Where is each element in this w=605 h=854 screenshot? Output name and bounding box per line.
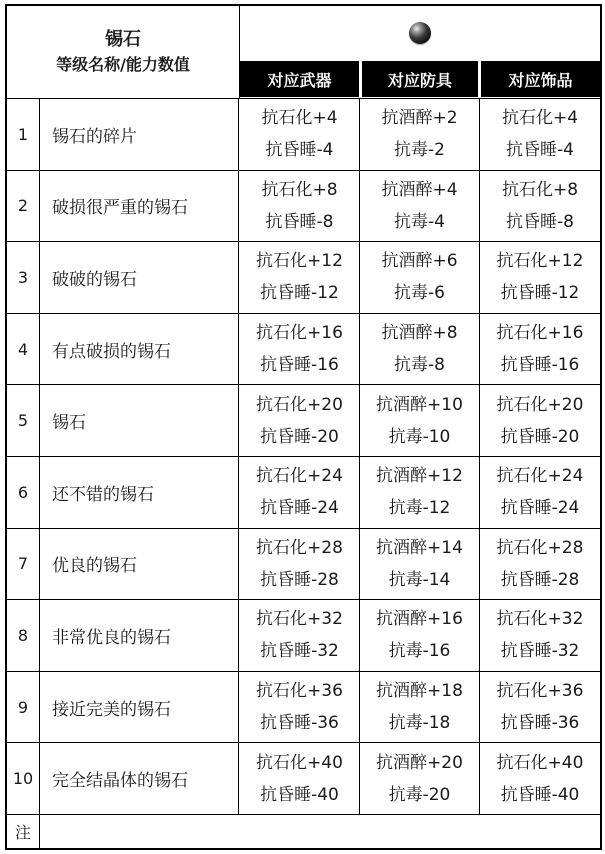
- grade-name: 破损很严重的锡石: [40, 171, 239, 242]
- grade-name: 有点破损的锡石: [40, 314, 239, 385]
- stat-line: 抗酒醉+12: [376, 466, 463, 487]
- stat-line: 抗昏睡-20: [260, 426, 339, 447]
- weapon-stats: [240, 600, 360, 671]
- stat-line: 抗石化+20: [256, 394, 343, 415]
- row-number: 4: [7, 314, 40, 385]
- stat-line: 抗石化+12: [496, 251, 584, 272]
- stat-line: 抗酒醉+16: [376, 609, 463, 630]
- stat-line: 抗石化+40: [256, 752, 343, 773]
- stat-line: 抗昏睡-4: [265, 140, 334, 161]
- stat-line: 抗毒-2: [394, 140, 445, 161]
- armor-stats: [360, 743, 480, 814]
- stat-line: 抗昏睡-16: [500, 355, 580, 376]
- armor-stats: [360, 529, 480, 600]
- row-number: 10: [7, 743, 40, 814]
- table-subtitle: 等级名称/能力数值: [56, 55, 190, 74]
- weapon-stats: [240, 457, 360, 528]
- row-number: 5: [7, 385, 40, 456]
- stat-line: 抗石化+28: [496, 537, 584, 558]
- table-row: [7, 457, 600, 529]
- stat-line: 抗石化+24: [256, 466, 343, 487]
- grade-name: 优良的锡石: [40, 529, 239, 600]
- grade-name: 锡石: [40, 385, 239, 456]
- stat-line: 抗昏睡-4: [506, 140, 574, 161]
- stat-line: 抗毒-12: [388, 498, 451, 519]
- table-row: [7, 600, 600, 672]
- stat-line: 抗昏睡-12: [260, 283, 339, 304]
- stat-line: 抗石化+32: [496, 609, 584, 630]
- accessory-stats: [480, 314, 600, 385]
- table-header: [7, 6, 600, 99]
- row-number: 1: [7, 99, 40, 170]
- tin-stone-table: [5, 4, 602, 850]
- note-text: [40, 815, 600, 848]
- armor-stats: [360, 314, 480, 385]
- stat-line: 抗昏睡-8: [265, 211, 334, 232]
- table-row: [7, 99, 600, 171]
- stat-line: 抗昏睡-24: [500, 498, 580, 519]
- grade-name: 非常优良的锡石: [40, 600, 239, 671]
- stat-line: 抗石化+20: [496, 394, 584, 415]
- weapon-stats: [240, 99, 360, 170]
- stat-line: 抗昏睡-28: [260, 569, 339, 590]
- stat-line: 抗毒-10: [388, 426, 451, 447]
- stat-line: 抗酒醉+18: [376, 681, 463, 702]
- armor-stats: [360, 457, 480, 528]
- stat-line: 抗酒醉+2: [381, 108, 458, 129]
- grade-name: 还不错的锡石: [40, 457, 239, 528]
- stat-line: 抗昏睡-28: [500, 569, 580, 590]
- weapon-stats: [240, 385, 360, 456]
- stat-line: 抗酒醉+14: [376, 537, 463, 558]
- stat-line: 抗石化+40: [496, 752, 584, 773]
- armor-stats: [360, 171, 480, 242]
- weapon-stats: [240, 672, 360, 743]
- table-row: [7, 171, 600, 243]
- column-header-weapon: 对应武器: [267, 70, 332, 90]
- accessory-stats: [480, 457, 600, 528]
- stat-line: 抗昏睡-32: [260, 641, 339, 662]
- stat-line: 抗昏睡-20: [500, 426, 580, 447]
- grade-name: 锡石的碎片: [40, 99, 239, 170]
- stat-line: 抗石化+28: [256, 537, 343, 558]
- table-title: 锡石: [105, 29, 141, 50]
- armor-stats: [360, 672, 480, 743]
- header-columns-area: [240, 6, 600, 98]
- stat-line: 抗石化+36: [496, 681, 584, 702]
- tin-stone-gem-icon: [409, 22, 431, 44]
- row-number: 7: [7, 529, 40, 600]
- column-header-accessory: 对应饰品: [508, 70, 573, 90]
- stat-line: 抗昏睡-40: [500, 784, 580, 805]
- grade-name: 破破的锡石: [40, 242, 239, 313]
- column-headers: [240, 61, 600, 97]
- armor-stats: [360, 385, 480, 456]
- stat-line: 抗酒醉+6: [381, 251, 458, 272]
- note-row: [7, 815, 600, 848]
- stat-line: 抗昏睡-12: [500, 283, 580, 304]
- stat-line: 抗石化+16: [496, 323, 584, 344]
- armor-stats: [360, 242, 480, 313]
- stat-line: 抗毒-20: [388, 784, 451, 805]
- stat-line: 抗酒醉+4: [381, 179, 458, 200]
- accessory-stats: [480, 242, 600, 313]
- gem-cell: [240, 6, 600, 60]
- row-number: 9: [7, 672, 40, 743]
- accessory-stats: [480, 529, 600, 600]
- stat-line: 抗毒-14: [388, 569, 451, 590]
- table-row: [7, 385, 600, 457]
- note-label: 注: [7, 815, 40, 848]
- stat-line: 抗石化+8: [261, 179, 338, 200]
- stat-line: 抗毒-4: [394, 211, 445, 232]
- stat-line: 抗石化+4: [501, 108, 579, 129]
- table-row: [7, 743, 600, 815]
- table-row: [7, 314, 600, 386]
- row-number: 8: [7, 600, 40, 671]
- armor-stats: [360, 99, 480, 170]
- table-row: [7, 242, 600, 314]
- stat-line: 抗酒醉+8: [381, 323, 458, 344]
- accessory-stats: [480, 672, 600, 743]
- stat-line: 抗石化+24: [496, 466, 584, 487]
- stat-line: 抗石化+12: [256, 251, 343, 272]
- stat-line: 抗昏睡-32: [500, 641, 580, 662]
- weapon-stats: [240, 743, 360, 814]
- column-header-armor: 对应防具: [387, 70, 452, 90]
- accessory-stats: [480, 600, 600, 671]
- stat-line: 抗酒醉+10: [376, 394, 463, 415]
- row-number: 3: [7, 242, 40, 313]
- row-number: 6: [7, 457, 40, 528]
- stat-line: 抗昏睡-24: [260, 498, 339, 519]
- stat-line: 抗毒-18: [388, 713, 451, 734]
- stat-line: 抗石化+32: [256, 609, 343, 630]
- stat-line: 抗昏睡-16: [260, 355, 339, 376]
- table-row: [7, 672, 600, 744]
- grade-name: 完全结晶体的锡石: [40, 743, 239, 814]
- weapon-stats: [240, 529, 360, 600]
- stat-line: 抗毒-16: [388, 641, 451, 662]
- stat-line: 抗石化+4: [261, 108, 338, 129]
- stat-line: 抗昏睡-36: [500, 713, 580, 734]
- grade-name: 接近完美的锡石: [40, 672, 239, 743]
- stat-line: 抗毒-8: [394, 355, 445, 376]
- stat-line: 抗酒醉+20: [376, 752, 463, 773]
- armor-stats: [360, 600, 480, 671]
- stat-line: 抗石化+16: [256, 323, 343, 344]
- accessory-stats: [480, 171, 600, 242]
- row-number: 2: [7, 171, 40, 242]
- stat-line: 抗昏睡-40: [260, 784, 339, 805]
- weapon-stats: [240, 314, 360, 385]
- weapon-stats: [240, 242, 360, 313]
- accessory-stats: [480, 743, 600, 814]
- stat-line: 抗石化+8: [501, 179, 579, 200]
- stat-line: 抗昏睡-8: [506, 211, 574, 232]
- weapon-stats: [240, 171, 360, 242]
- accessory-stats: [480, 99, 600, 170]
- stat-line: 抗毒-6: [394, 283, 445, 304]
- accessory-stats: [480, 385, 600, 456]
- table-row: [7, 529, 600, 601]
- stat-line: 抗石化+36: [256, 681, 343, 702]
- header-title-cell: [7, 6, 240, 98]
- stat-line: 抗昏睡-36: [260, 713, 339, 734]
